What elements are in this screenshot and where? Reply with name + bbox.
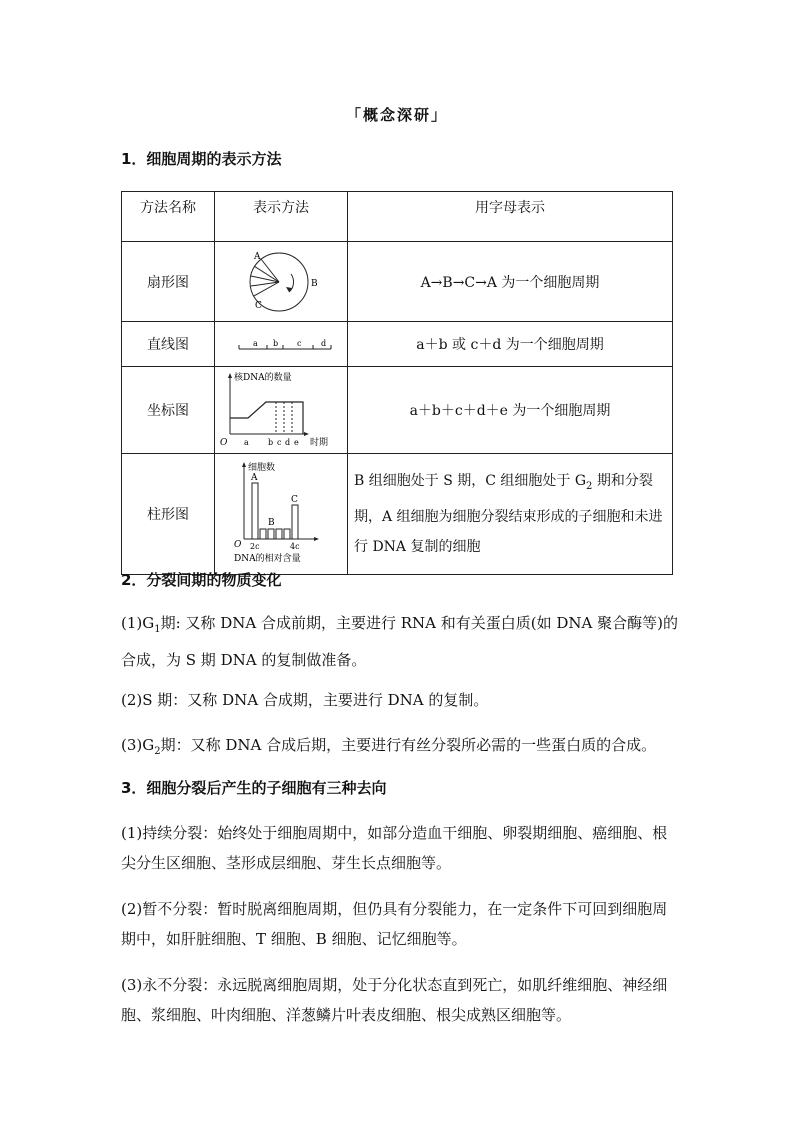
paragraph-g2 xyxy=(121,730,681,767)
bar-diagram xyxy=(218,459,344,569)
item-prefix: (1)G xyxy=(121,614,155,632)
coordinate-diagram xyxy=(218,370,344,450)
bar-tick-4c: 4c xyxy=(290,542,300,551)
pie-label-b: B xyxy=(311,278,318,289)
row-text-part: 期和分裂期，A 组细胞为细胞分裂结束形成的子细胞和未进行 DNA 复制的细胞 xyxy=(354,473,663,555)
bar-label-a: A xyxy=(251,473,258,483)
bar-diagram-cell xyxy=(215,454,348,575)
row-text: a＋b＋c＋d＋e 为一个细胞周期 xyxy=(348,367,673,454)
heading-interphase-changes: 2．分裂间期的物质变化 xyxy=(121,571,282,589)
row-text-part: B 组细胞处于 S 期，C 组细胞处于 G xyxy=(354,473,587,490)
bar-label-b: B xyxy=(268,518,275,528)
table-row xyxy=(122,367,673,454)
coord-tick-a: a xyxy=(244,438,249,447)
table-row xyxy=(122,242,673,322)
section-title: 「概念深研」 xyxy=(345,106,448,124)
heading-cell-cycle-methods: 1．细胞周期的表示方法 xyxy=(121,150,282,168)
line-label-c: c xyxy=(297,339,302,348)
item-text: 又称 DNA 合成期，主要进行 DNA 的复制。 xyxy=(187,691,489,709)
pie-diagram-cell xyxy=(215,242,348,322)
coord-xlabel: 时期 xyxy=(310,438,329,448)
subscript: 1 xyxy=(154,624,161,635)
coord-tick-b: b xyxy=(268,438,274,447)
cell-cycle-table xyxy=(121,191,673,575)
line-diagram xyxy=(221,332,341,356)
header-method-name: 方法名称 xyxy=(122,192,215,242)
coord-tick-e: e xyxy=(294,438,299,447)
subscript: 2 xyxy=(154,746,161,757)
bar-xlabel: DNA的相对含量 xyxy=(234,554,301,564)
bar-ylabel: 细胞数 xyxy=(248,463,276,473)
item-text: 期：又称 DNA 合成后期，主要进行有丝分裂所必需的一些蛋白质的合成。 xyxy=(160,736,657,754)
pie-label-a: A xyxy=(254,251,261,262)
coord-tick-c: c xyxy=(277,438,282,447)
table-header-row xyxy=(122,192,673,242)
pie-label-c: C xyxy=(255,300,262,311)
table-row xyxy=(122,454,673,575)
row-name: 柱形图 xyxy=(122,454,215,575)
pie-diagram xyxy=(221,246,341,318)
line-label-b: b xyxy=(273,339,279,348)
heading-daughter-cell-fates: 3．细胞分裂后产生的子细胞有三种去向 xyxy=(121,779,387,797)
header-letters: 用字母表示 xyxy=(348,192,673,242)
paragraph-s xyxy=(121,685,681,715)
row-text xyxy=(348,454,673,575)
item-text: 期: 又称 DNA 合成前期，主要进行 RNA 和有关蛋白质(如 DNA 聚合酶等)的合成，为 S 期 DNA 的复制做准备。 xyxy=(121,614,678,669)
line-diagram-cell xyxy=(215,322,348,367)
table-row xyxy=(122,322,673,367)
header-representation: 表示方法 xyxy=(215,192,348,242)
bar-tick-2c: 2c xyxy=(250,542,260,551)
paragraph-permanent-arrest: (3)永不分裂：永远脱离细胞周期，处于分化状态直到死亡，如肌纤维细胞、神经细胞、浆细胞、叶肉细胞、洋葱鳞片叶表皮细胞、根尖成熟区细胞等。 xyxy=(121,976,668,1024)
row-name: 扇形图 xyxy=(122,242,215,322)
line-label-a: a xyxy=(253,339,258,348)
coord-ylabel: 核DNA的数量 xyxy=(234,373,292,383)
item-prefix: (2)S 期： xyxy=(121,691,188,709)
bar-label-c: C xyxy=(291,495,298,505)
coordinate-diagram-cell xyxy=(215,367,348,454)
paragraph-g1 xyxy=(121,608,681,675)
subscript: 2 xyxy=(586,480,593,492)
row-name: 直线图 xyxy=(122,322,215,367)
row-text: A→B→C→A 为一个细胞周期 xyxy=(348,242,673,322)
coord-tick-d: d xyxy=(285,438,291,447)
line-label-d: d xyxy=(321,339,327,348)
row-text: a＋b 或 c＋d 为一个细胞周期 xyxy=(348,322,673,367)
bar-origin: O xyxy=(234,540,242,550)
paragraph-temporary-arrest: (2)暂不分裂：暂时脱离细胞周期，但仍具有分裂能力，在一定条件下可回到细胞周期中，如肝脏细胞、T 细胞、B 细胞、记忆细胞等。 xyxy=(121,900,668,948)
coord-origin: O xyxy=(220,438,228,448)
paragraph-continuous-division: (1)持续分裂：始终处于细胞周期中，如部分造血干细胞、卵裂期细胞、癌细胞、根尖分生区细胞、茎形成层细胞、芽生长点细胞等。 xyxy=(121,824,668,872)
row-name: 坐标图 xyxy=(122,367,215,454)
item-prefix: (3)G xyxy=(121,736,155,754)
